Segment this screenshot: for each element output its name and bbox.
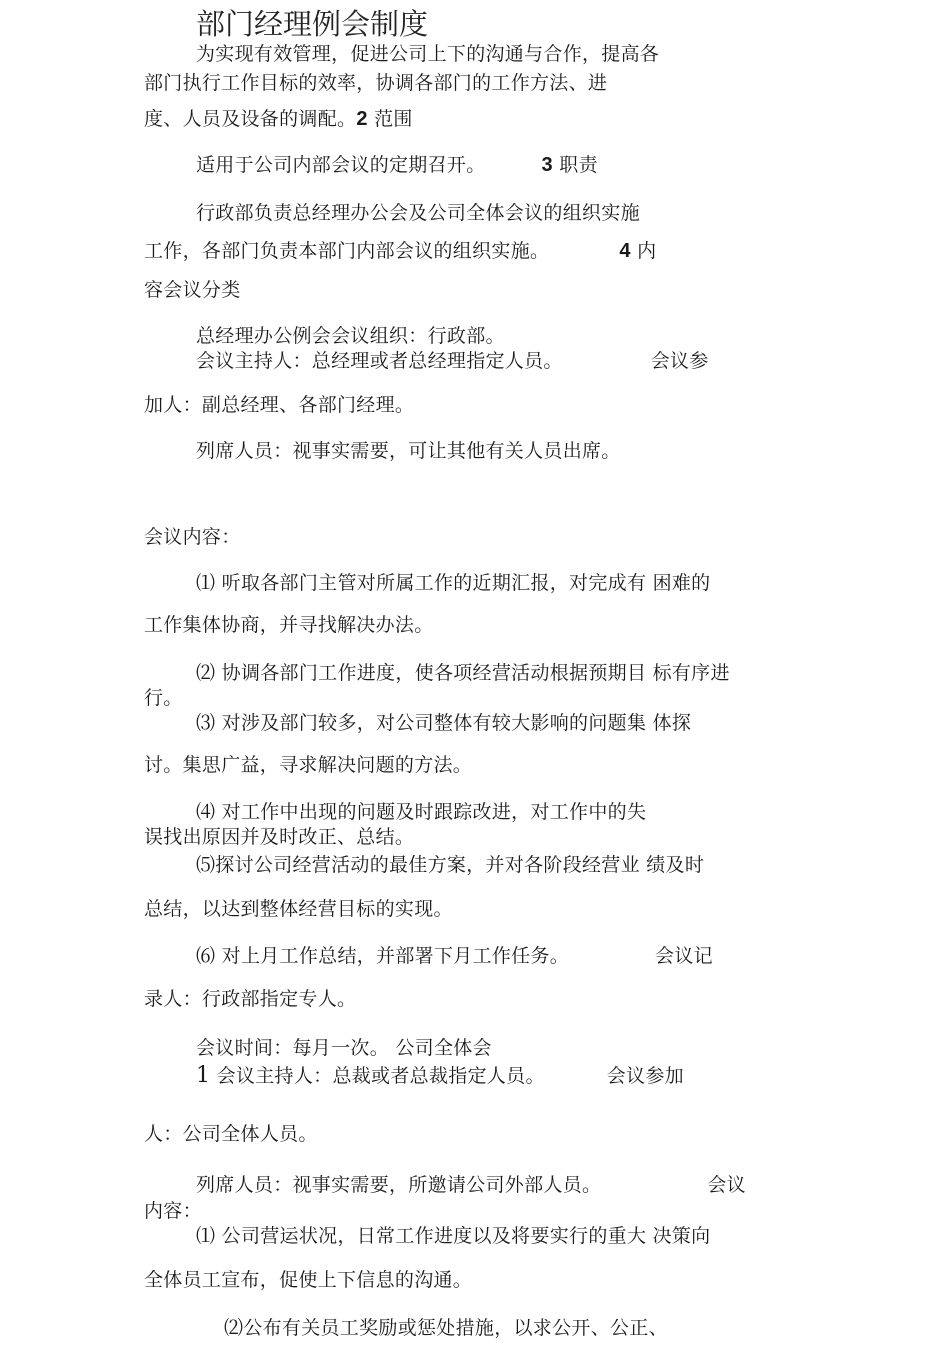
paragraph-line: 1 会议主持人：总裁或者总裁指定人员。 会议参加: [196, 1063, 684, 1088]
paragraph-line: ⑴ 听取各部门主管对所属工作的近期汇报，对完成有 困难的: [196, 572, 711, 594]
paragraph-line: ⑶ 对涉及部门较多，对公司整体有较大影响的问题集 体探: [196, 712, 692, 734]
section-number: 3: [541, 154, 553, 176]
paragraph-line: 录人：行政部指定专人。: [144, 988, 357, 1010]
paragraph-line: ⑵ 协调各部门工作进度，使各项经营活动根据预期目 标有序进: [196, 662, 730, 684]
paragraph-line: 列席人员：视事实需要，所邀请公司外部人员。 会议: [196, 1174, 746, 1196]
section-number: 2: [356, 108, 368, 130]
paragraph-line: 工作，各部门负责本部门内部会议的组织实施。 4 内: [144, 240, 657, 262]
paragraph-line: 行政部负责总经理办公会及公司全体会议的组织实施: [196, 202, 640, 224]
paragraph-line: 列席人员：视事实需要，可让其他有关人员出席。: [196, 440, 621, 462]
paragraph-line: ⑹ 对上月工作总结，并部署下月工作任务。 会议记: [196, 945, 713, 967]
section-number: 4: [619, 240, 631, 262]
paragraph-line: 讨。集思广益，寻求解决问题的方法。: [144, 754, 473, 776]
paragraph-line: 总结，以达到整体经营目标的实现。: [144, 898, 453, 920]
paragraph-line: 总经理办公例会会议组织：行政部。: [196, 325, 505, 347]
paragraph-line: ⑸探讨公司经营活动的最佳方案，并对各阶段经营业 绩及时: [196, 854, 705, 876]
paragraph-line: 人：公司全体人员。: [144, 1123, 318, 1145]
paragraph-line: 容会议分类: [144, 279, 241, 301]
paragraph-line: ⑵公布有关员工奖励或惩处措施，以求公开、公正、: [224, 1317, 668, 1339]
paragraph-line: ⑴ 公司营运状况，日常工作进度以及将要实行的重大 决策向: [196, 1225, 711, 1247]
paragraph-line: 度、人员及设备的调配。2 范围: [144, 108, 413, 130]
paragraph-line: 全体员工宣布，促使上下信息的沟通。: [144, 1269, 473, 1291]
paragraph-line: 内容：: [144, 1200, 202, 1222]
paragraph-line: 行。: [144, 687, 183, 709]
document-title: 部门经理例会制度: [196, 7, 429, 41]
paragraph-line: ⑷ 对工作中出现的问题及时跟踪改进，对工作中的失: [196, 801, 647, 823]
item-number: 1: [196, 1063, 211, 1088]
paragraph-line: 加人：副总经理、各部门经理。: [144, 394, 415, 416]
paragraph-line: 会议时间：每月一次。 公司全体会: [196, 1037, 492, 1059]
paragraph-line: 工作集体协商，并寻找解决办法。: [144, 614, 434, 636]
paragraph-line: 适用于公司内部会议的定期召开。 3 职责: [196, 154, 598, 176]
paragraph-line: 为实现有效管理，促进公司上下的沟通与合作，提高各: [196, 43, 660, 65]
paragraph-line: 误找出原因并及时改正、总结。: [144, 826, 415, 848]
paragraph-line: 会议主持人：总经理或者总经理指定人员。 会议参: [196, 350, 709, 372]
paragraph-line: 部门执行工作目标的效率，协调各部门的工作方法、进: [144, 72, 608, 94]
section-heading: 会议内容：: [144, 526, 241, 548]
